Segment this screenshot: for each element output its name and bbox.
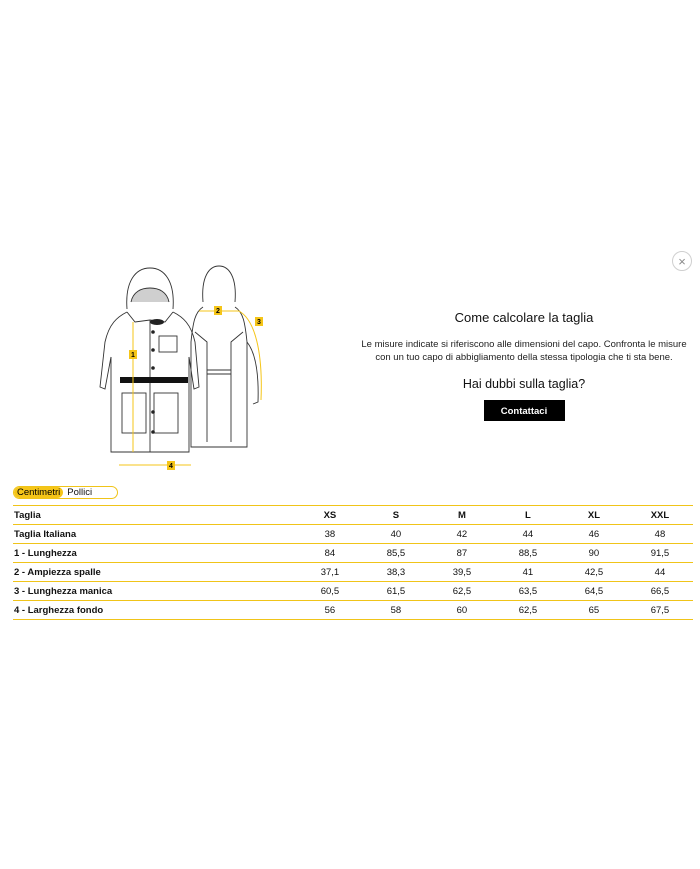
marker-1: 1: [131, 352, 135, 359]
unit-option-pollici[interactable]: Pollici: [67, 487, 93, 498]
close-button[interactable]: [672, 251, 692, 271]
table-cell: 62,5: [429, 582, 495, 601]
size-header: XS: [297, 506, 363, 525]
table-cell: 41: [495, 563, 561, 582]
row-label: 1 - Lunghezza: [13, 544, 297, 563]
table-row: [13, 525, 693, 544]
table-cell: 40: [363, 525, 429, 544]
table-cell: 88,5: [495, 544, 561, 563]
table-row: [13, 544, 693, 563]
table-cell: 67,5: [627, 601, 693, 620]
table-cell: 38: [297, 525, 363, 544]
table-cell: 44: [495, 525, 561, 544]
row-label: Taglia Italiana: [13, 525, 297, 544]
table-cell: 42: [429, 525, 495, 544]
table-cell: 91,5: [627, 544, 693, 563]
marker-4: 4: [169, 463, 173, 470]
table-cell: 37,1: [297, 563, 363, 582]
table-cell: 38,3: [363, 563, 429, 582]
size-header: L: [495, 506, 561, 525]
size-guide-info: [356, 310, 692, 421]
table-cell: 58: [363, 601, 429, 620]
jacket-front-drawing: [100, 268, 199, 460]
table-cell: 60: [429, 601, 495, 620]
table-cell: 46: [561, 525, 627, 544]
table-cell: 85,5: [363, 544, 429, 563]
jacket-illustration: [95, 262, 275, 472]
table-cell: 42,5: [561, 563, 627, 582]
table-cell: 48: [627, 525, 693, 544]
table-cell: 66,5: [627, 582, 693, 601]
marker-2: 2: [216, 308, 220, 315]
table-header-label: Taglia: [13, 506, 297, 525]
table-row: [13, 563, 693, 582]
row-label: 2 - Ampiezza spalle: [13, 563, 297, 582]
table-cell: 61,5: [363, 582, 429, 601]
table-header-row: [13, 506, 693, 525]
row-label: 3 - Lunghezza manica: [13, 582, 297, 601]
table-cell: 62,5: [495, 601, 561, 620]
table-cell: 60,5: [297, 582, 363, 601]
marker-3: 3: [257, 319, 261, 326]
size-header: XXL: [627, 506, 693, 525]
table-cell: 44: [627, 563, 693, 582]
table-cell: 63,5: [495, 582, 561, 601]
table-cell: 90: [561, 544, 627, 563]
modal-title: Come calcolare la taglia: [454, 310, 594, 325]
unit-option-centimetri[interactable]: Centimetri: [14, 487, 63, 498]
size-header: XL: [561, 506, 627, 525]
size-header: S: [363, 506, 429, 525]
contact-button[interactable]: Contattaci: [484, 400, 565, 421]
modal-description: Le misure indicate si riferiscono alle dimensioni del capo. Confronta le misure con un tuo capo di abbigliamento della stessa tipologia che ti sta bene.: [361, 339, 687, 363]
table-cell: 56: [297, 601, 363, 620]
size-question: Hai dubbi sulla taglia?: [462, 377, 586, 391]
table-cell: 39,5: [429, 563, 495, 582]
table-row: [13, 601, 693, 620]
size-table: [13, 505, 693, 620]
unit-toggle: [13, 486, 118, 499]
row-label: 4 - Larghezza fondo: [13, 601, 297, 620]
close-icon: ×: [678, 253, 686, 269]
belt-band: [120, 377, 188, 383]
table-cell: 87: [429, 544, 495, 563]
table-cell: 64,5: [561, 582, 627, 601]
table-cell: 84: [297, 544, 363, 563]
size-header: M: [429, 506, 495, 525]
jacket-back-drawing: [191, 266, 258, 447]
table-row: [13, 582, 693, 601]
table-cell: 65: [561, 601, 627, 620]
